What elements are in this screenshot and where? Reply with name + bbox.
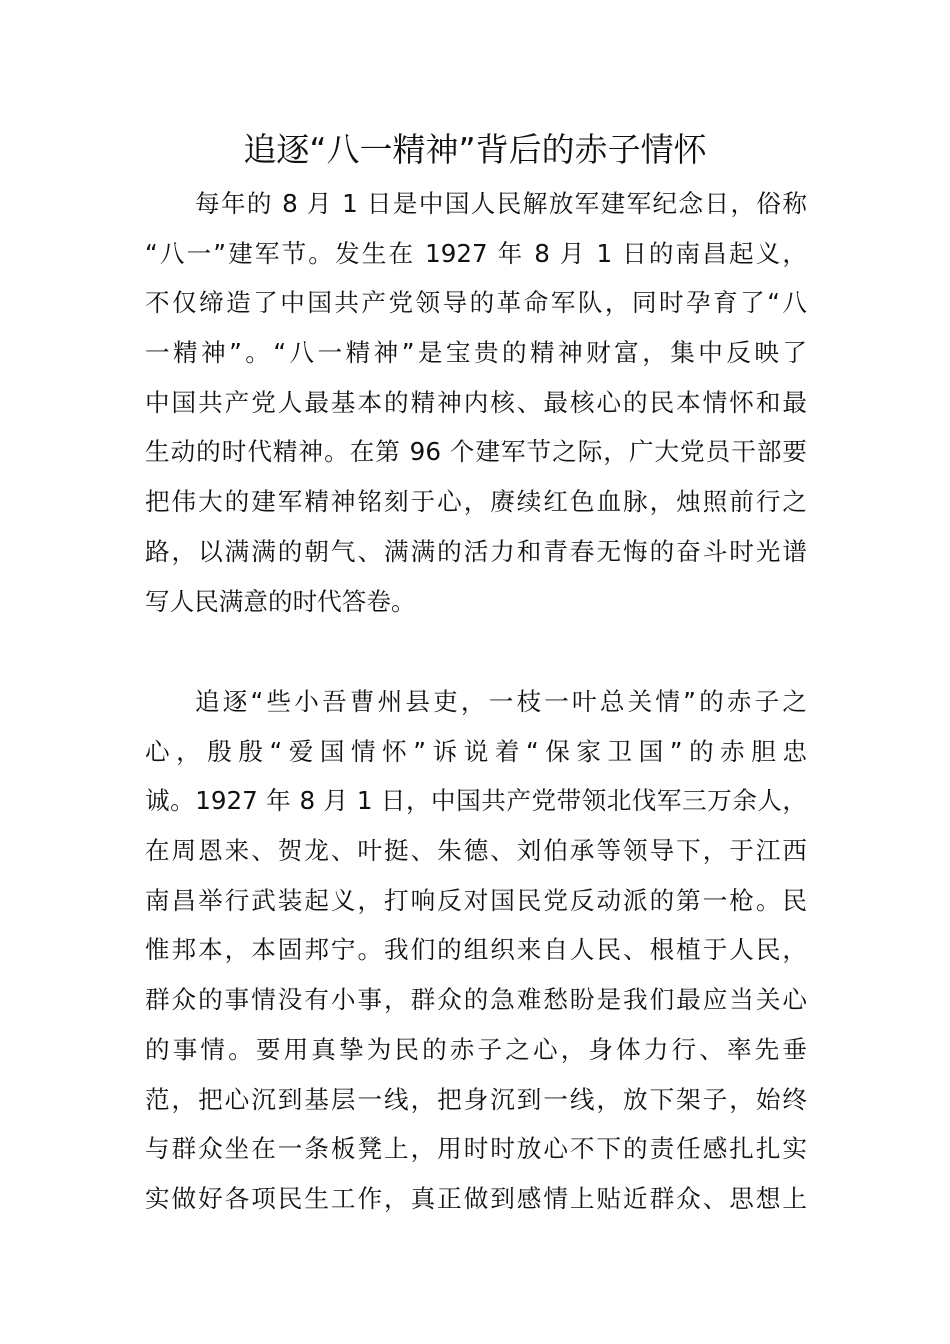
paragraph-line: 不仅缔造了中国共产党领导的革命军队，同时孕育了“八 bbox=[145, 288, 807, 318]
paragraph-line: 中国共产党人最基本的精神内核、最核心的民本情怀和最 bbox=[145, 387, 807, 417]
paragraph-line: 追逐“些小吾曹州县吏，一枝一叶总关情”的赤子之 bbox=[195, 687, 807, 716]
paragraph-line: 南昌举行武装起义，打响反对国民党反动派的第一枪。民 bbox=[145, 885, 807, 915]
paragraph-line: 写人民满意的时代答卷。 bbox=[145, 586, 416, 616]
paragraph-line: 与群众坐在一条板凳上，用时时放心不下的责任感扎扎实 bbox=[145, 1134, 807, 1164]
paragraph-line: 诚。1927 年 8 月 1 日，中国共产党带领北伐军三万余人， bbox=[145, 786, 807, 816]
paragraph-line: 心，殷殷“爱国情怀”诉说着“保家卫国”的赤胆忠 bbox=[145, 736, 807, 766]
document-title: 追逐“八一精神”背后的赤子情怀 bbox=[243, 130, 707, 169]
paragraph-line: “八一”建军节。发生在 1927 年 8 月 1 日的南昌起义， bbox=[145, 238, 807, 268]
paragraph-line: 群众的事情没有小事，群众的急难愁盼是我们最应当关心 bbox=[145, 985, 807, 1015]
paragraph-line: 惟邦本，本固邦宁。我们的组织来自人民、根植于人民， bbox=[145, 935, 807, 965]
paragraph-line: 把伟大的建军精神铭刻于心，赓续红色血脉，烛照前行之 bbox=[145, 487, 807, 517]
paragraph-2 bbox=[145, 677, 807, 1224]
paragraph-line: 的事情。要用真挚为民的赤子之心，身体力行、率先垂 bbox=[145, 1034, 807, 1064]
paragraph-line: 实做好各项民生工作，真正做到感情上贴近群众、思想上 bbox=[145, 1183, 807, 1213]
paragraph-1 bbox=[145, 179, 807, 626]
paragraph-line: 在周恩来、贺龙、叶挺、朱德、刘伯承等领导下，于江西 bbox=[145, 836, 807, 866]
paragraph-line: 一精神”。“八一精神”是宝贵的精神财富，集中反映了 bbox=[145, 338, 807, 368]
paragraph-line: 生动的时代精神。在第 96 个建军节之际，广大党员干部要 bbox=[145, 437, 807, 467]
paragraph-line: 每年的 8 月 1 日是中国人民解放军建军纪念日，俗称 bbox=[195, 189, 807, 218]
paragraph-line: 路，以满满的朝气、满满的活力和青春无悔的奋斗时光谱 bbox=[145, 536, 807, 566]
paragraph-line: 范，把心沉到基层一线，把身沉到一线，放下架子，始终 bbox=[145, 1084, 807, 1114]
